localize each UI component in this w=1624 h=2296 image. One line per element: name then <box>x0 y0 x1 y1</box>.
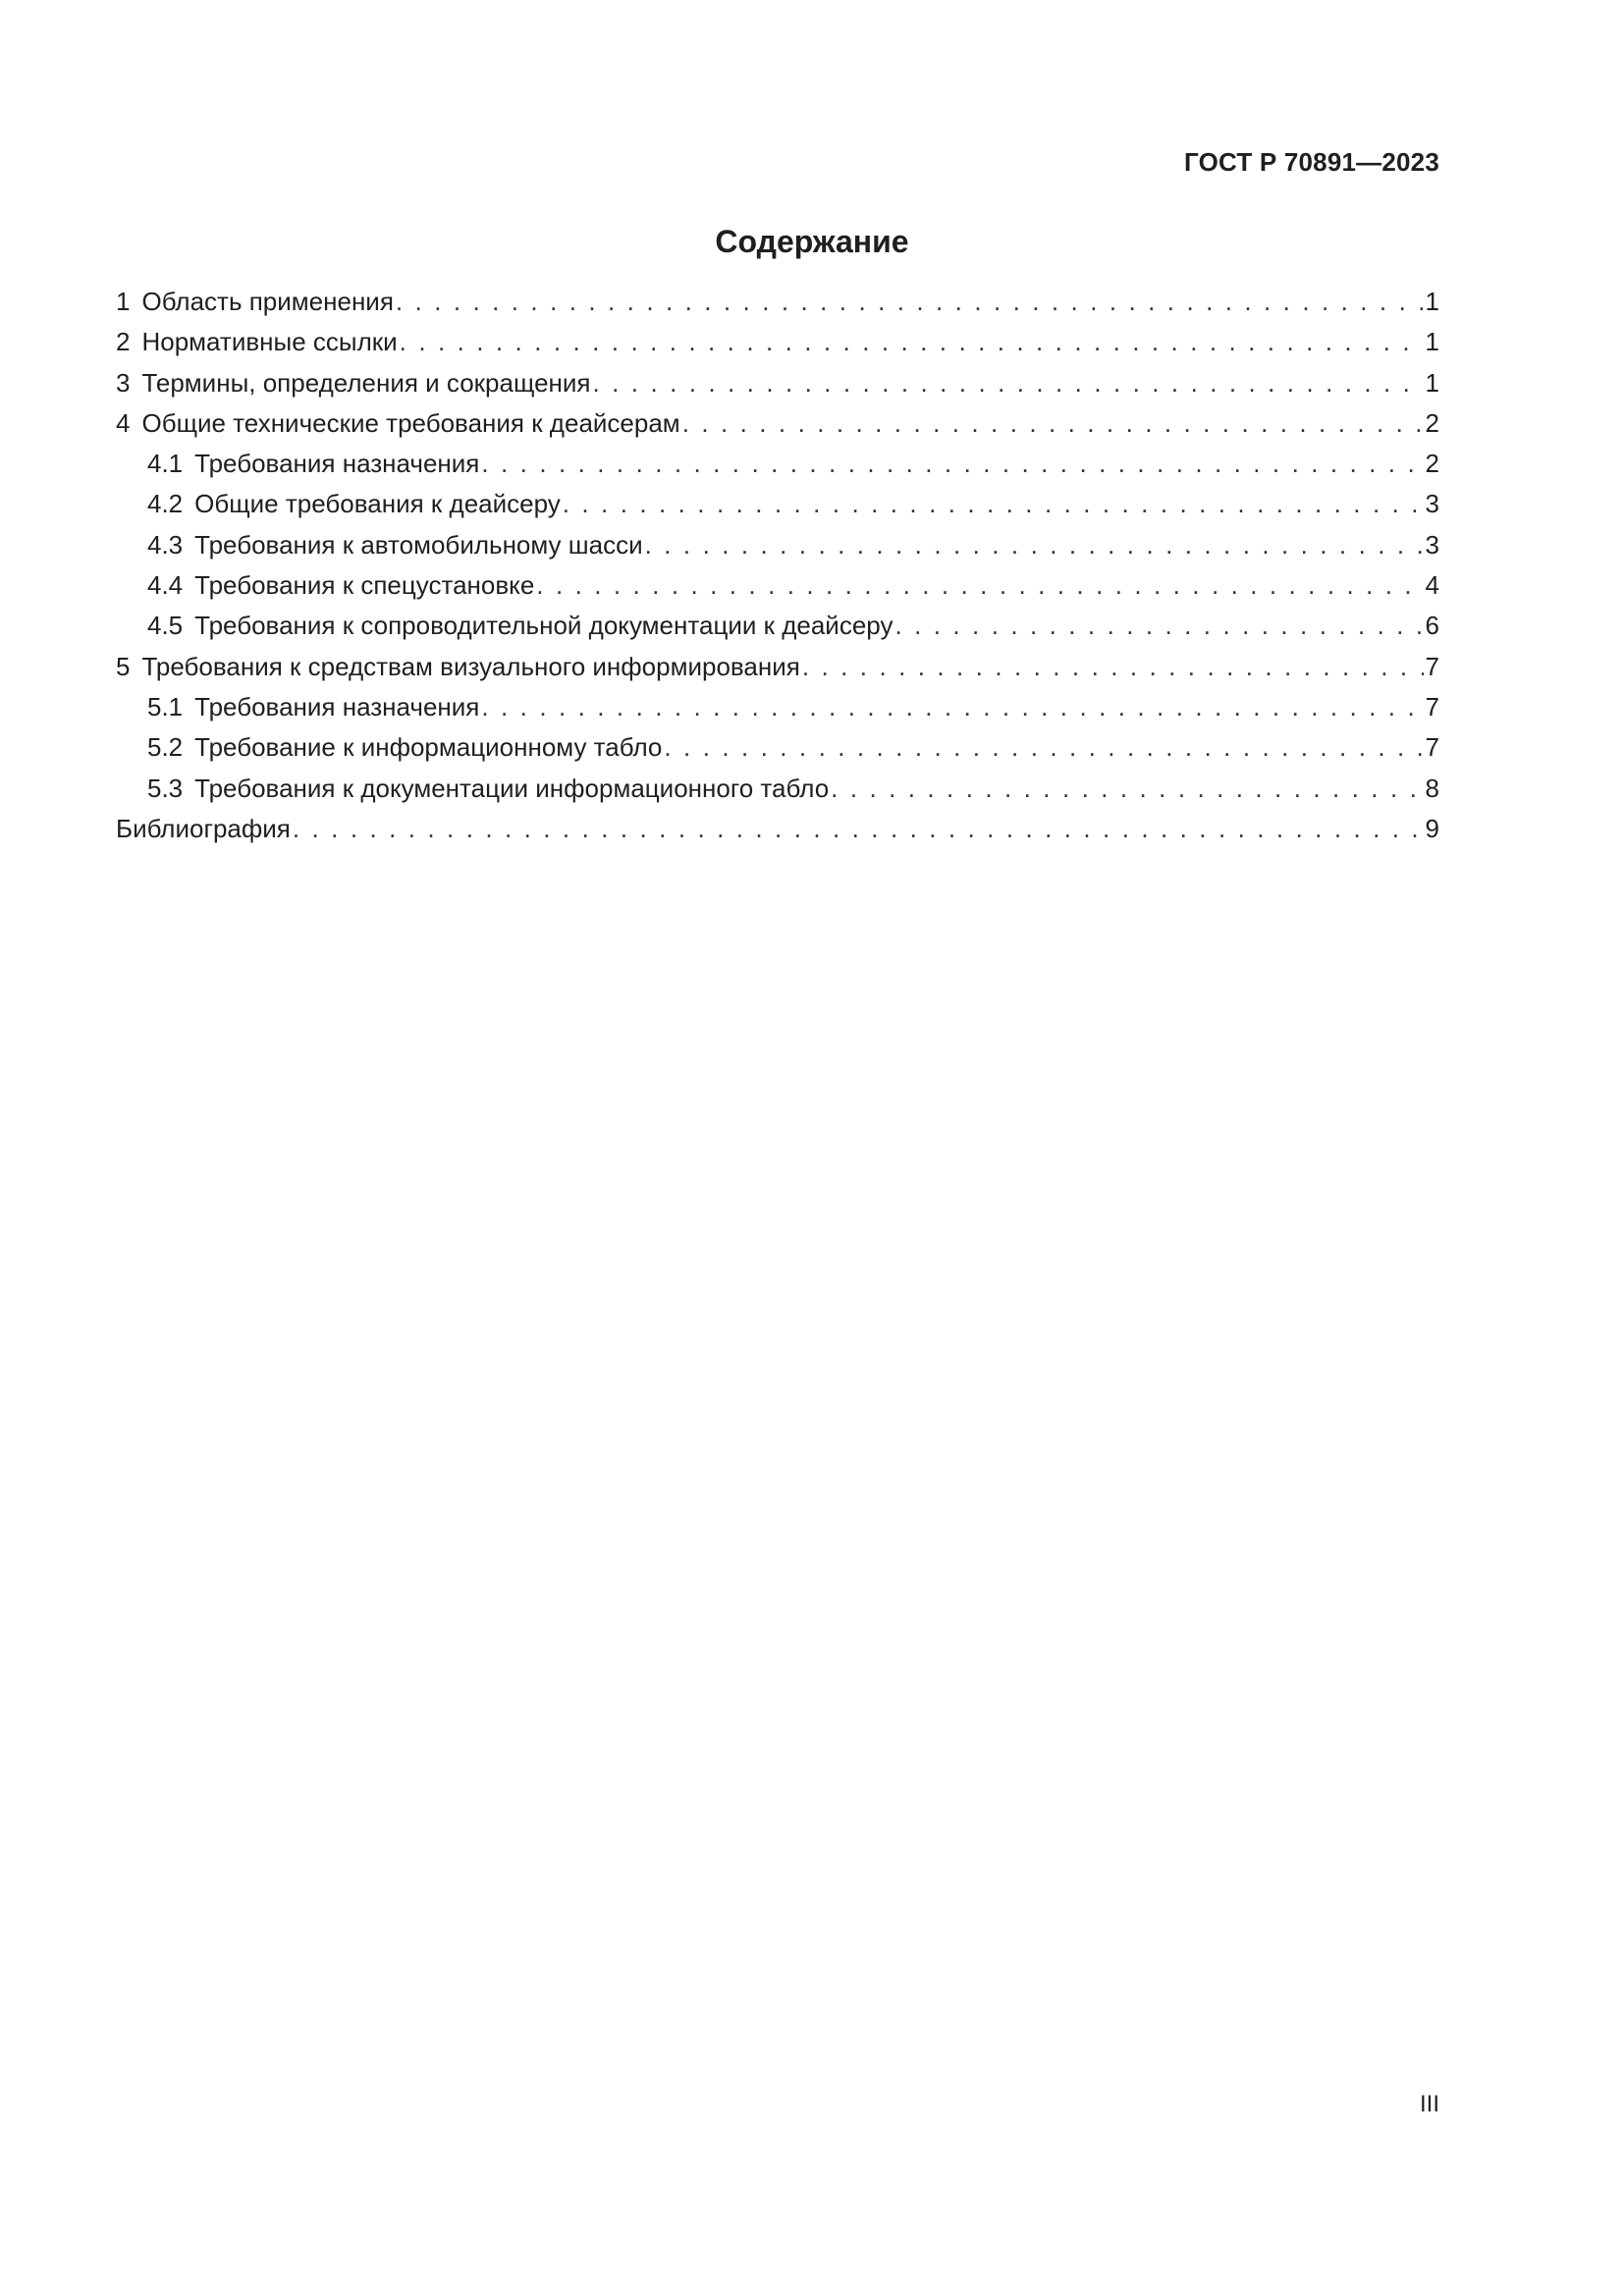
toc-entry-title: Требование к информационному табло <box>194 732 663 763</box>
toc-entry-page: 1 <box>1425 287 1439 316</box>
toc-dot-leader <box>894 611 1423 641</box>
toc-entry-title: Требования к спецустановке <box>194 570 535 601</box>
toc-entry-title: Требования к автомобильному шасси <box>194 529 643 560</box>
toc-dot-leader <box>293 814 1424 844</box>
toc-title: Содержание <box>715 224 909 259</box>
toc-entry-title: Нормативные ссылки <box>141 327 398 357</box>
toc-entry[interactable] <box>116 732 1439 773</box>
toc-entry-title: Требования к средствам визуального информирования <box>141 651 800 681</box>
toc-entry[interactable] <box>116 530 1439 570</box>
toc-entry-number: 2 <box>116 327 131 357</box>
toc-entry-title: Библиография <box>116 813 291 843</box>
toc-entry-page: 4 <box>1425 570 1439 601</box>
toc-entry[interactable] <box>116 692 1439 732</box>
toc-entry-title: Требования назначения <box>194 449 480 479</box>
toc-dot-leader <box>645 530 1424 561</box>
toc-entry-page: 1 <box>1425 367 1439 398</box>
toc-entry-title: Общие технические требования к деайсерам <box>141 407 680 438</box>
page-number: III <box>1419 2091 1439 2117</box>
toc-entry-page: 3 <box>1425 489 1439 519</box>
toc-entry[interactable] <box>116 652 1439 692</box>
toc-entry-title: Общие требования к деайсеру <box>194 489 561 519</box>
toc-entry-number: 5.3 <box>147 773 184 803</box>
toc-dot-leader <box>400 327 1424 357</box>
toc-entry[interactable] <box>116 611 1439 651</box>
toc-dot-leader <box>682 408 1424 439</box>
toc-entry[interactable] <box>116 570 1439 611</box>
toc-entry[interactable] <box>116 774 1439 814</box>
toc-entry[interactable] <box>116 489 1439 529</box>
toc-entry-number: 4.3 <box>147 529 184 560</box>
toc-entry-title: Требования назначения <box>194 691 480 721</box>
toc-entry[interactable] <box>116 408 1439 449</box>
toc-entry-number: 4.1 <box>147 449 184 479</box>
toc-entry-number: 4.4 <box>147 570 184 601</box>
toc-dot-leader <box>481 449 1423 479</box>
toc-dot-leader <box>481 692 1423 722</box>
toc-entry-title: Требования к сопроводительной документации к деайсеру <box>194 611 893 641</box>
toc-entry-page: 8 <box>1425 773 1439 803</box>
toc-entry[interactable] <box>116 327 1439 367</box>
toc-dot-leader <box>831 774 1423 804</box>
toc-entry-title: Термины, определения и сокращения <box>141 367 591 398</box>
standard-id: ГОСТ Р 70891—2023 <box>1184 147 1439 177</box>
toc-entry-page: 7 <box>1425 651 1439 681</box>
toc-list <box>116 287 1439 854</box>
toc-dot-leader <box>664 732 1423 763</box>
toc-entry[interactable] <box>116 368 1439 408</box>
toc-entry-page: 7 <box>1425 732 1439 763</box>
toc-entry-page: 1 <box>1425 327 1439 357</box>
toc-dot-leader <box>802 652 1424 682</box>
toc-entry-page: 9 <box>1425 813 1439 843</box>
toc-entry[interactable] <box>116 287 1439 327</box>
toc-entry-bibliography[interactable] <box>116 814 1439 854</box>
toc-entry-page: 2 <box>1425 407 1439 438</box>
toc-entry-number: 5 <box>116 651 131 681</box>
toc-entry-page: 6 <box>1425 611 1439 641</box>
toc-entry-page: 2 <box>1425 449 1439 479</box>
toc-entry-number: 4.5 <box>147 611 184 641</box>
toc-entry-page: 7 <box>1425 691 1439 721</box>
toc-dot-leader <box>396 287 1424 317</box>
toc-entry-number: 4 <box>116 407 131 438</box>
toc-entry-number: 5.1 <box>147 691 184 721</box>
toc-entry-title: Область применения <box>141 287 394 316</box>
toc-entry-number: 1 <box>116 287 131 316</box>
toc-entry-page: 3 <box>1425 529 1439 560</box>
toc-dot-leader <box>536 570 1423 601</box>
toc-entry-number: 4.2 <box>147 489 184 519</box>
toc-entry-title: Требования к документации информационного табло <box>194 773 830 803</box>
toc-dot-leader <box>593 368 1424 399</box>
toc-entry-number: 5.2 <box>147 732 184 763</box>
toc-entry[interactable] <box>116 449 1439 489</box>
toc-dot-leader <box>563 489 1424 519</box>
toc-entry-number: 3 <box>116 367 131 398</box>
